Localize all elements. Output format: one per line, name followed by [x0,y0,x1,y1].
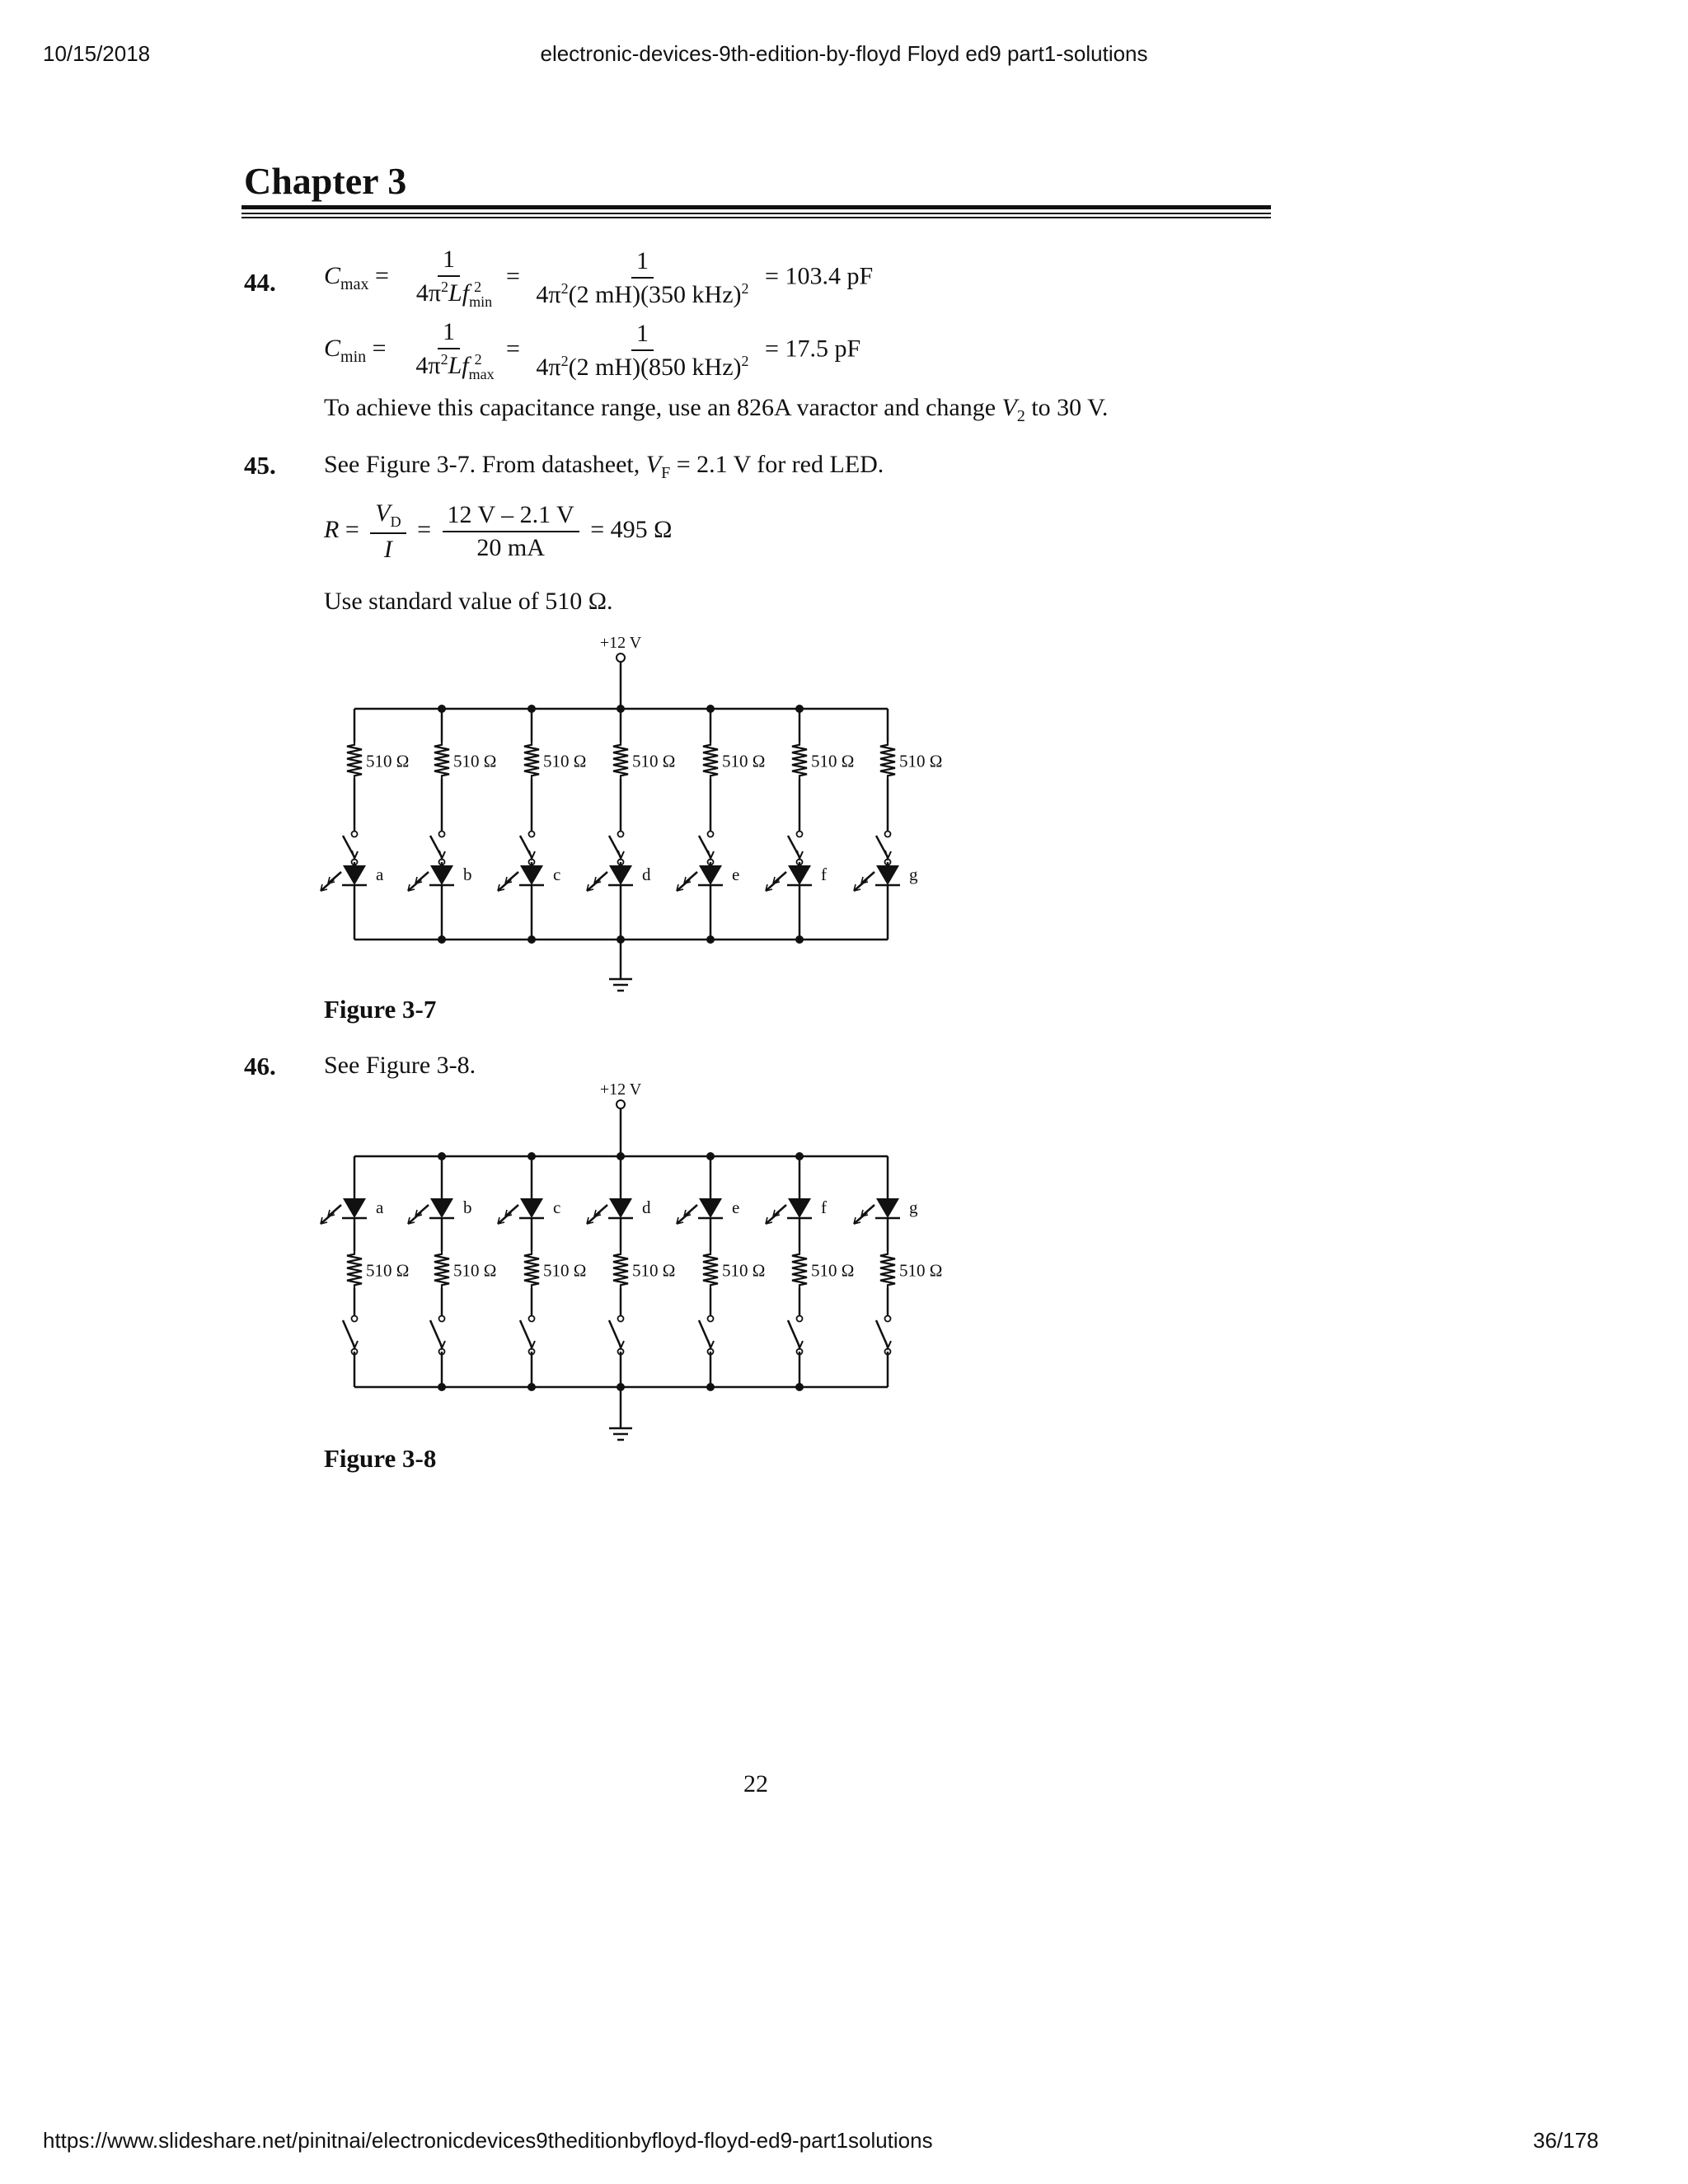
led-segment-label: c [553,1197,561,1217]
footer-url: https://www.slideshare.net/pinitnai/electronicdevices9theditionbyfloyd-floyd-ed9-part1solutions [43,2128,933,2153]
led-segment-label: b [463,865,472,884]
problem-45-number: 45. [244,451,276,480]
switch-contact [618,1316,624,1322]
footer-page-count: 36/178 [1533,2128,1599,2153]
switch-arrow [352,1340,358,1348]
problem-45-standard-value: Use standard value of 510 Ω. [324,588,613,615]
led-triangle [520,1198,543,1218]
resistor-label: 510 Ω [722,751,766,771]
led-segment-label: e [732,1197,740,1217]
switch-contact [885,1316,891,1322]
supply-label: +12 V [599,1080,642,1099]
resistor-label: 510 Ω [453,1260,497,1281]
resistor-label: 510 Ω [366,1260,410,1281]
switch-arrow [797,1340,803,1348]
resistor-label: 510 Ω [543,751,587,771]
led-triangle [876,1198,899,1218]
equation-cmax: $C_{max}$ = $\frac{1}{4\pi^2Lf_{min}^2}$ = $\frac{1}{4\pi^2(2 mH)(350 kHz)^2}$ = 103.4 pF [324,246,874,310]
resistor-label: 510 Ω [811,751,855,771]
resistor-label: 510 Ω [543,1260,587,1281]
resistor-label: 510 Ω [632,751,676,771]
resistor-label: 510 Ω [453,751,497,771]
led-triangle [343,1198,366,1218]
problem-44-conclusion: To achieve this capacitance range, use an 826A varactor and change $V_2$ to 30 V. [324,394,1109,425]
switch-arrow [708,1340,714,1348]
problem-46-text: See Figure 3-8. [324,1052,476,1079]
led-segment-label: b [463,1197,472,1217]
switch-arrow [618,1340,624,1348]
equation-cmin: $C_{min}$ = $\frac{1}{4\pi^2Lf_{max}^2}$ = $\frac{1}{4\pi^2(2 mH)(850 kHz)^2}$ = 17.5 pF [324,318,861,382]
resistor-label: 510 Ω [366,751,410,771]
led-segment-label: f [821,865,827,884]
led-triangle [430,1198,453,1218]
led-triangle [699,1198,722,1218]
print-date: 10/15/2018 [43,41,151,66]
supply-terminal [617,1100,625,1108]
switch-contact [529,1316,535,1322]
resistor-symbol [703,1251,718,1288]
problem-44-number: 44. [244,268,276,297]
switch-contact [797,1316,803,1322]
resistor-symbol [880,1251,895,1288]
resistor-label: 510 Ω [811,1260,855,1281]
resistor-symbol [347,1251,362,1288]
led-triangle [788,1198,811,1218]
resistor-symbol [524,1251,539,1288]
problem-45-text: See Figure 3-7. From datasheet, $V_F = 2.1$ V for red LED. [324,451,884,482]
switch-arrow [439,1340,445,1348]
led-segment-label: g [909,1197,918,1217]
resistor-label: 510 Ω [899,1260,943,1281]
print-title: electronic-devices-9th-edition-by-floyd Floyd ed9 part1-solutions [540,41,1148,66]
resistor-symbol [792,1251,807,1288]
switch-arrow [885,1340,891,1348]
switch-contact [708,1316,714,1322]
switch-contact [352,1316,358,1322]
led-segment-label: e [732,865,740,884]
resistor-symbol [613,1251,628,1288]
page-number: 22 [743,1770,768,1797]
figure-3-8-caption: Figure 3-8 [324,1444,437,1473]
resistor-label: 510 Ω [722,1260,766,1281]
resistor-label: 510 Ω [899,751,943,771]
figure-3-7-caption: Figure 3-7 [324,995,437,1024]
led-segment-label: g [909,865,918,884]
problem-46-number: 46. [244,1052,276,1080]
led-segment-label: d [642,865,651,884]
led-segment-label: a [376,865,384,884]
switch-arrow [529,1340,535,1348]
resistor-label: 510 Ω [632,1260,676,1281]
led-segment-label: a [376,1197,384,1217]
led-segment-label: d [642,1197,651,1217]
led-triangle [609,1198,632,1218]
resistor-symbol [434,1251,449,1288]
supply-label: +12 V [599,634,642,652]
led-segment-label: c [553,865,561,884]
equation-resistor: R = $\frac{V_D}{I}$ = $\frac{12 V - 2.1 V}{20 mA}$ = 495 Ω [324,499,673,563]
switch-contact [439,1316,445,1322]
chapter-heading: Chapter 3 [244,160,407,202]
led-segment-label: f [821,1197,827,1217]
